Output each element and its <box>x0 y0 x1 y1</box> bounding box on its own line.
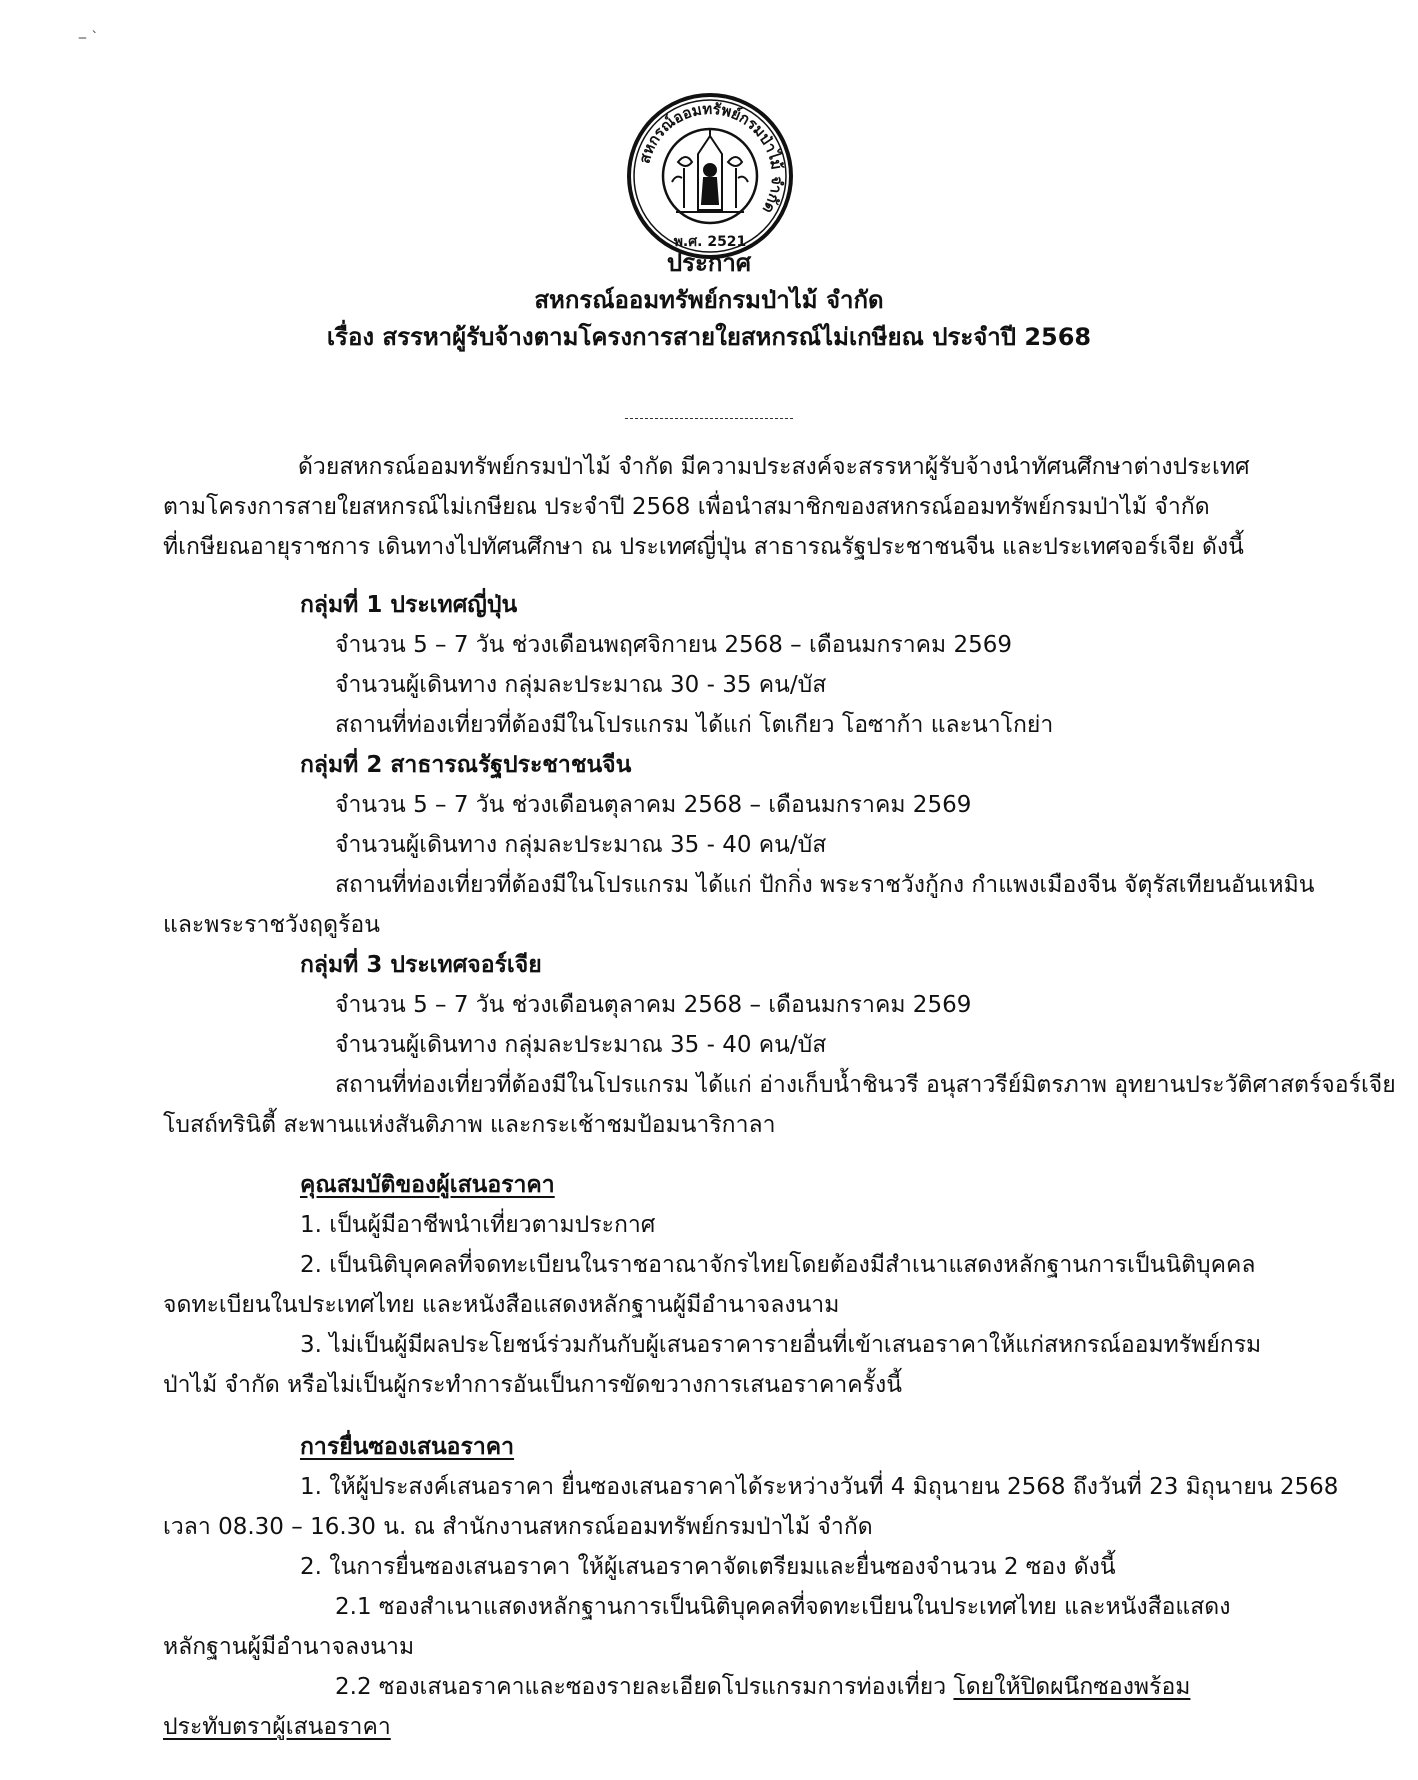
group-1-travelers: จำนวนผู้เดินทาง กลุ่มละประมาณ 30 - 35 คน/บัส <box>335 672 827 698</box>
intro-line-2: ตามโครงการสายใยสหกรณ์ไม่เกษียณ ประจำปี 2568 เพื่อนำสมาชิกของสหกรณ์ออมทรัพย์กรมป่าไม้ จำกัด <box>163 494 1210 520</box>
submission-item-1-cont: เวลา 08.30 – 16.30 น. ณ สำนักงานสหกรณ์ออมทรัพย์กรมป่าไม้ จำกัด <box>163 1514 873 1540</box>
submission-item-2-1-cont: หลักฐานผู้มีอำนาจลงนาม <box>163 1634 415 1660</box>
qualification-item-2: 2. เป็นนิติบุคคลที่จดทะเบียนในราชอาณาจักรไทยโดยต้องมีสำเนาแสดงหลักฐานการเป็นนิติบุคคล <box>300 1252 1256 1278</box>
qualification-item-3: 3. ไม่เป็นผู้มีผลประโยชน์ร่วมกันกับผู้เสนอราคารายอื่นที่เข้าเสนอราคาให้แก่สหกรณ์ออมทรัพย์กรม <box>300 1332 1262 1358</box>
intro-line-3: ที่เกษียณอายุราชการ เดินทางไปทัศนศึกษา ณ ประเทศญี่ปุ่น สาธารณรัฐประชาชนจีน และประเทศจอร์เจีย ดังนี้ <box>163 534 1244 560</box>
submission-item-2-2-cont: ประทับตราผู้เสนอราคา <box>163 1714 391 1740</box>
group-1-duration: จำนวน 5 – 7 วัน ช่วงเดือนพฤศจิกายน 2568 – เดือนมกราคม 2569 <box>335 632 1013 658</box>
organization-name: สหกรณ์ออมทรัพย์กรมป่าไม้ จำกัด <box>534 286 884 314</box>
svg-text:สหกรณ์ออมทรัพย์กรมป่าไม้ จำกัด: สหกรณ์ออมทรัพย์กรมป่าไม้ จำกัด <box>635 99 787 217</box>
group-2-places-cont: และพระราชวังฤดูร้อน <box>163 912 380 938</box>
submission-item-2-2 <box>335 1672 1190 1702</box>
group-1-places: สถานที่ท่องเที่ยวที่ต้องมีในโปรแกรม ได้แก่ โตเกียว โอซาก้า และนาโกย่า <box>335 712 1054 738</box>
announcement-title: ประกาศ <box>666 249 752 277</box>
svg-text:พ.ศ. 2521: พ.ศ. 2521 <box>673 234 747 250</box>
group-1-title: กลุ่มที่ 1 ประเทศญี่ปุ่น <box>300 592 518 618</box>
qualifications-heading: คุณสมบัติของผู้เสนอราคา <box>300 1172 555 1198</box>
announcement-subject: เรื่อง สรรหาผู้รับจ้างตามโครงการสายใยสหกรณ์ไม่เกษียณ ประจำปี 2568 <box>326 323 1092 351</box>
group-2-duration: จำนวน 5 – 7 วัน ช่วงเดือนตุลาคม 2568 – เดือนมกราคม 2569 <box>335 792 972 818</box>
submission-item-2: 2. ในการยื่นซองเสนอราคา ให้ผู้เสนอราคาจัดเตรียมและยื่นซองจำนวน 2 ซอง ดังนี้ <box>300 1554 1116 1580</box>
cooperative-seal-logo <box>626 92 794 260</box>
qualification-item-3-cont: ป่าไม้ จำกัด หรือไม่เป็นผู้กระทำการอันเป็นการขัดขวางการเสนอราคาครั้งนี้ <box>163 1372 902 1398</box>
group-3-title: กลุ่มที่ 3 ประเทศจอร์เจีย <box>300 952 542 978</box>
submission-item-2-2-text: 2.2 ซองเสนอราคาและซองรายละเอียดโปรแกรมการท่องเที่ยว <box>335 1674 954 1700</box>
group-3-travelers: จำนวนผู้เดินทาง กลุ่มละประมาณ 35 - 40 คน/บัส <box>335 1032 827 1058</box>
group-2-travelers: จำนวนผู้เดินทาง กลุ่มละประมาณ 35 - 40 คน/บัส <box>335 832 827 858</box>
intro-line-1: ด้วยสหกรณ์ออมทรัพย์กรมป่าไม้ จำกัด มีความประสงค์จะสรรหาผู้รับจ้างนำทัศนศึกษาต่างประเทศ <box>298 454 1250 480</box>
group-3-places-cont: โบสถ์ทรินิตี้ สะพานแห่งสันติภาพ และกระเช้าชมป้อมนาริกาลา <box>163 1112 776 1138</box>
submission-heading: การยื่นซองเสนอราคา <box>300 1434 515 1460</box>
scan-specks: ‒ ˋ <box>78 30 99 46</box>
qualification-item-1: 1. เป็นผู้มีอาชีพนำเที่ยวตามประกาศ <box>300 1212 656 1238</box>
group-3-places: สถานที่ท่องเที่ยวที่ต้องมีในโปรแกรม ได้แก่ อ่างเก็บน้ำชินวรี อนุสาวรีย์มิตรภาพ อุทยานประวัติศาสตร์จอร์เจีย <box>335 1072 1396 1098</box>
header-divider <box>625 418 793 419</box>
group-2-title: กลุ่มที่ 2 สาธารณรัฐประชาชนจีน <box>300 752 632 778</box>
group-2-places: สถานที่ท่องเที่ยวที่ต้องมีในโปรแกรม ได้แก่ ปักกิ่ง พระราชวังกู้กง กำแพงเมืองจีน จัตุรัสเทียนอันเหมิน <box>335 872 1315 898</box>
submission-item-2-1: 2.1 ซองสำเนาแสดงหลักฐานการเป็นนิติบุคคลที่จดทะเบียนในประเทศไทย และหนังสือแสดง <box>335 1594 1231 1620</box>
group-3-duration: จำนวน 5 – 7 วัน ช่วงเดือนตุลาคม 2568 – เดือนมกราคม 2569 <box>335 992 972 1018</box>
submission-item-2-2-underlined: โดยให้ปิดผนึกซองพร้อม <box>953 1674 1191 1700</box>
submission-item-1: 1. ให้ผู้ประสงค์เสนอราคา ยื่นซองเสนอราคาได้ระหว่างวันที่ 4 มิถุนายน 2568 ถึงวันที่ 23 มิถุนายน 2568 <box>300 1474 1339 1500</box>
qualification-item-2-cont: จดทะเบียนในประเทศไทย และหนังสือแสดงหลักฐานผู้มีอำนาจลงนาม <box>163 1292 840 1318</box>
